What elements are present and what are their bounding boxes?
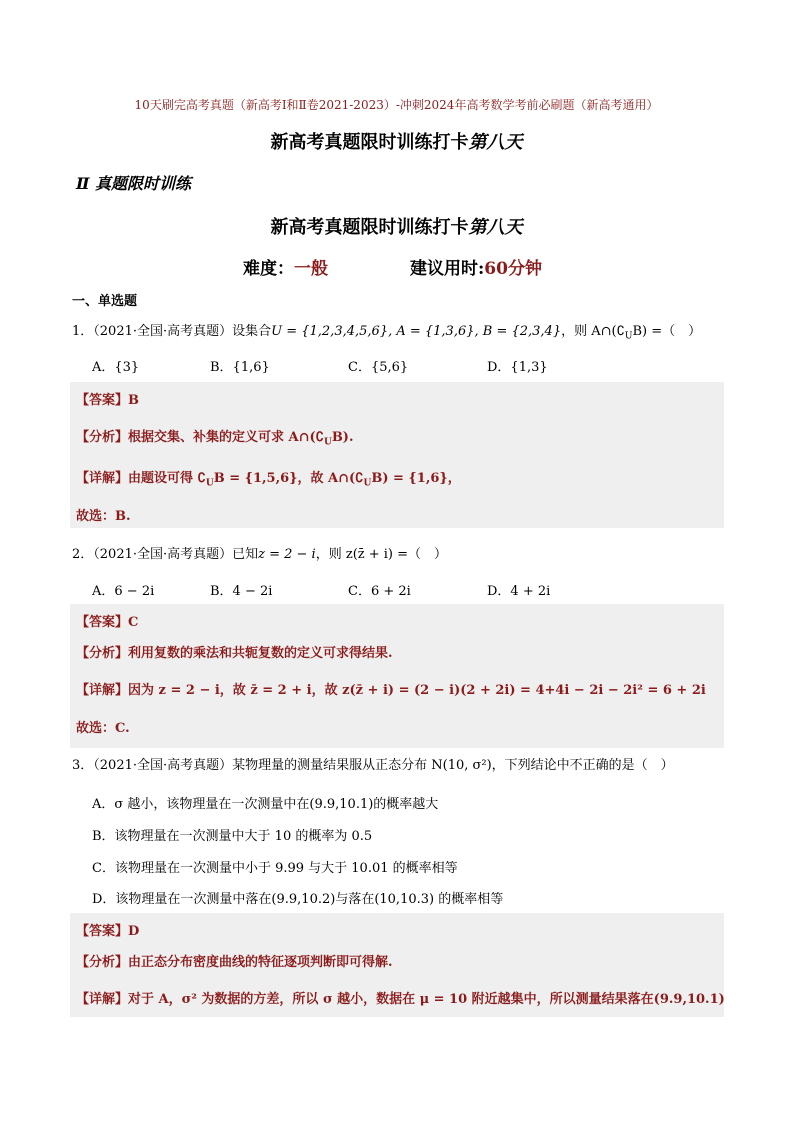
q2-detail: 【详解】因为 z = 2 − i，故 z̄ = 2 + i，故 z(z̄ + i) = (2 − i)(2 + 2i) = 4+4i − 2i − 2i² = 6 + 2i	[76, 683, 706, 698]
q2-solution-box	[70, 604, 724, 748]
page-title	[0, 128, 793, 154]
time-value: 60分钟	[484, 259, 542, 279]
section-subhead: 一、单选题	[72, 294, 138, 309]
q1-answer: 【答案】B	[76, 393, 139, 408]
question-2-stem: 2．（2021·全国·高考真题）已知z = 2 − i，则 z(z̄ + i) =（ ）	[72, 547, 448, 562]
difficulty-value: 一般	[294, 259, 328, 279]
q3-detail: 【详解】对于 A，σ² 为数据的方差，所以 σ 越小，数据在 μ = 10 附近越集中，所以测量结果落在(9.9,10.1)	[76, 992, 725, 1007]
document-header: 10天刷完高考真题（新高考Ⅰ和Ⅱ卷2021-2023）-冲刺2024年高考数学考前必刷题（新高考通用）	[134, 98, 659, 112]
subtitle-main: 新高考真题限时训练打卡	[270, 217, 469, 238]
q3-option-d: D．该物理量在一次测量中落在(9.9,10.2)与落在(10,10.3) 的概率相等	[92, 892, 504, 907]
difficulty-label: 难度：	[243, 259, 294, 279]
question-1-stem: 1．（2021·全国·高考真题）设集合U = {1,2,3,4,5,6}, A = {1,3,6}, B = {2,3,4}，则 $A\cap(∁_UB)$ =（ ）	[72, 324, 702, 342]
q1-math: U = {1,2,3,4,5,6}, A = {1,3,6}, B = {2,3,4}	[271, 324, 562, 339]
q3-answer: 【答案】D	[76, 924, 140, 939]
q2-option-d: D．4 + 2i	[487, 584, 551, 599]
title-italic: 第八天	[468, 132, 523, 153]
time-line	[410, 254, 542, 279]
title-main: 新高考真题限时训练打卡	[270, 132, 469, 153]
q1-detail: 【详解】由题设可得 $∁_UB = \{1,5,6\}$，故 $A\cap(∁_UB) = \{1,6\}$，	[76, 471, 461, 489]
question-3-stem: 3．（2021·全国·高考真题）某物理量的测量结果服从正态分布 N(10, σ²)，下列结论中不正确的是（ ）	[72, 758, 674, 773]
q2-analysis: 【分析】利用复数的乘法和共轭复数的定义可求得结果.	[76, 646, 393, 661]
q1-option-d: D．{1,3}	[487, 360, 548, 375]
q1-option-b: B．{1,6}	[210, 360, 270, 375]
q3-option-a: A．σ 越小，该物理量在一次测量中在(9.9,10.1)的概率越大	[92, 797, 439, 812]
q2-option-b: B．4 − 2i	[210, 584, 273, 599]
q1-option-c: C．{5,6}	[348, 360, 409, 375]
q1-analysis: 【分析】根据交集、补集的定义可求 $A\cap(∁_UB)$.	[76, 430, 354, 448]
q1-option-a: A．{3}	[92, 360, 140, 375]
q2-option-c: C．6 + 2i	[348, 584, 411, 599]
q2-math: z = 2 − i	[258, 547, 316, 562]
q2-answer: 【答案】C	[76, 615, 139, 630]
sub-title	[0, 213, 793, 239]
q3-option-b: B．该物理量在一次测量中大于 10 的概率为 0.5	[92, 829, 373, 844]
q1-solution-box	[70, 382, 724, 528]
q1-choice: 故选：B.	[76, 509, 131, 524]
time-label: 建议用时:	[410, 259, 485, 279]
difficulty-line	[243, 254, 328, 279]
section-heading: Ⅱ 真题限时训练	[76, 174, 192, 193]
q3-solution-box	[70, 913, 724, 1017]
subtitle-italic: 第八天	[468, 217, 523, 238]
q3-option-c: C．该物理量在一次测量中小于 9.99 与大于 10.01 的概率相等	[92, 861, 458, 876]
q2-choice: 故选：C.	[76, 721, 130, 736]
q3-analysis: 【分析】由正态分布密度曲线的特征逐项判断即可得解.	[76, 955, 393, 970]
q2-option-a: A．6 − 2i	[92, 584, 155, 599]
